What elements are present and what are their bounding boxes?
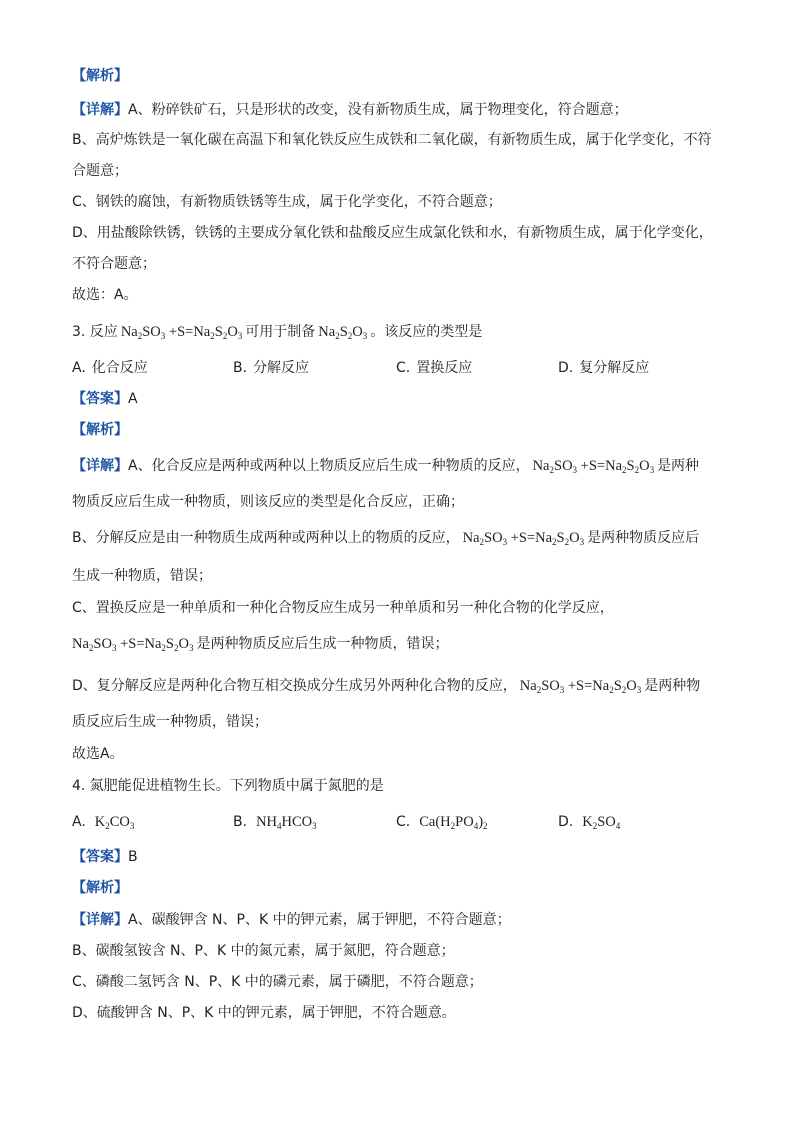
q4-answer: 【答案】B [72,849,138,865]
q4-option-a: A. $K_2CO_3$ [72,814,135,831]
q3-detail-c2: $Na_2SO_3 +S=Na_2S_2O_3$ 是两种物质反应后生成一种物质，错误； [72,636,449,653]
q2-detail-a: 【详解】A、粉碎铁矿石，只是形状的改变，没有新物质生成，属于物理变化，符合题意； [72,102,628,118]
q2-detail-b2: 合题意； [72,163,128,179]
reaction-equation: $Na_2SO_3 +S=Na_2S_2O_3$ [120,324,243,341]
q3-option-c: C. 置换反应 [396,360,473,376]
q3-detail-a1: 【详解】A、化合反应是两种或两种以上物质反应后生成一种物质的反应， $Na_2SO_3 +S=Na_2S_2O_3$ 是两种 [72,458,700,475]
q3-detail-d2: 质反应后生成一种物质，错误； [72,714,268,730]
q2-conclusion: 故选：A。 [72,287,138,303]
q3-detail-b1: B、分解反应是由一种物质生成两种或两种以上的物质的反应， $Na_2SO_3 +S=Na_2S_2O_3$ 是两种物质反应后 [72,530,700,547]
q4-option-d: D. $K_2SO_4$ [558,814,621,831]
q3-stem: 3. 反应 $Na_2SO_3 +S=Na_2S_2O_3$ 可用于制备 $Na_2S_2O_3$ 。该反应的类型是 [72,324,483,341]
product-formula: $Na_2S_2O_3$ [318,324,368,341]
q3-analysis-tag: 【解析】 [72,422,128,438]
q4-detail-c: C、磷酸二氢钙含 N、P、K 中的磷元素，属于磷肥，不符合题意； [72,974,483,990]
q4-detail-b: B、碳酸氢铵含 N、P、K 中的氮元素，属于氮肥，符合题意； [72,943,455,959]
q4-option-b: B. $NH_4HCO_3$ [233,814,317,831]
q3-option-b: B. 分解反应 [233,360,310,376]
q4-detail-a: 【详解】A、碳酸钾含 N、P、K 中的钾元素，属于钾肥，不符合题意； [72,912,511,928]
q3-option-a: A. 化合反应 [72,360,148,376]
q2-detail-d1: D、用盐酸除铁锈，铁锈的主要成分氧化铁和盐酸反应生成氯化铁和水，有新物质生成，属于化学变化， [72,225,713,241]
q2-detail-b1: B、高炉炼铁是一氧化碳在高温下和氧化铁反应生成铁和二氧化碳，有新物质生成，属于化学变化，不符 [72,132,712,148]
q2-detail-d2: 不符合题意； [72,256,156,272]
q3-detail-b2: 生成一种物质，错误； [72,568,212,584]
q4-detail-d: D、硫酸钾含 N、P、K 中的钾元素，属于钾肥，不符合题意。 [72,1005,456,1021]
q3-detail-c1: C、置换反应是一种单质和一种化合物反应生成另一种单质和另一种化合物的化学反应， [72,600,614,616]
q3-answer: 【答案】A [72,391,138,407]
q3-detail-a2: 物质反应后生成一种物质，则该反应的类型是化合反应，正确； [72,494,464,510]
q3-detail-d1: D、复分解反应是两种化合物互相交换成分生成另外两种化合物的反应， $Na_2SO_3 +S=Na_2S_2O_3$ 是两种物 [72,678,701,695]
q3-option-d: D. 复分解反应 [558,360,650,376]
q3-conclusion: 故选A。 [72,746,124,762]
q2-detail-c: C、钢铁的腐蚀，有新物质铁锈等生成，属于化学变化，不符合题意； [72,194,502,210]
q4-analysis-tag: 【解析】 [72,880,128,896]
q4-option-c: C. $Ca(H_2PO_4)_2$ [396,814,488,831]
q2-analysis-tag: 【解析】 [72,68,128,84]
q4-stem: 4. 氮肥能促进植物生长。下列物质中属于氮肥的是 [72,778,384,794]
